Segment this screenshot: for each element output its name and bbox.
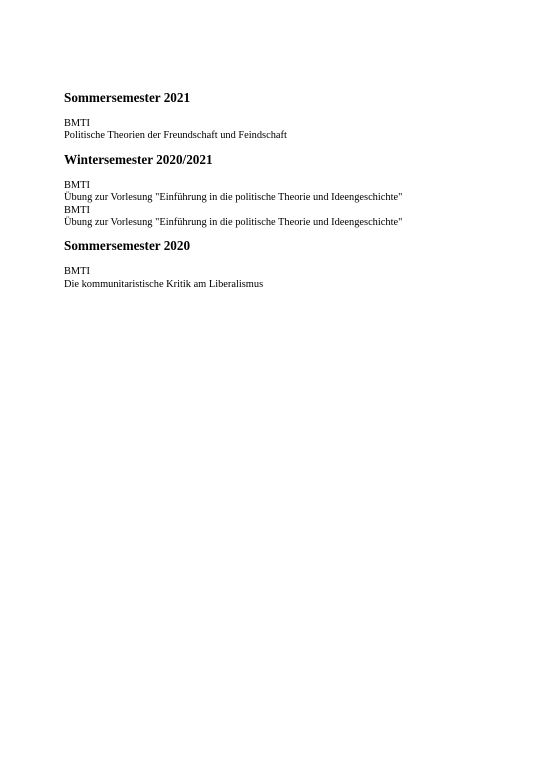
course-entry (64, 180, 524, 205)
course-org: BMTI (64, 179, 90, 191)
semester-title: Sommersemester 2020 (64, 238, 191, 254)
course-entry (64, 266, 524, 291)
course-entries (64, 118, 524, 143)
course-entry (64, 118, 524, 143)
course-list (64, 90, 524, 291)
semester-section-summer-2021 (64, 90, 524, 143)
course-title: Übung zur Vorlesung "Einführung in die politische Theorie und Ideengeschichte" (64, 192, 403, 204)
semester-title: Sommersemester 2021 (64, 90, 191, 105)
semester-section-summer-2020 (64, 238, 524, 291)
course-entries (64, 266, 524, 291)
course-org: BMTI (64, 118, 90, 129)
course-title: Politische Theorien der Freundschaft und Feindschaft (64, 130, 287, 142)
course-org: BMTI (64, 204, 90, 216)
semester-section-winter-2020-2021 (64, 152, 524, 230)
course-entries (64, 180, 524, 230)
course-title: Die kommunitaristische Kritik am Liberalismus (64, 278, 264, 290)
course-org: BMTI (64, 266, 90, 278)
course-entry (64, 205, 524, 230)
semester-title: Wintersemester 2020/2021 (64, 151, 213, 167)
course-title: Übung zur Vorlesung "Einführung in die politische Theorie und Ideengeschichte" (64, 216, 403, 228)
